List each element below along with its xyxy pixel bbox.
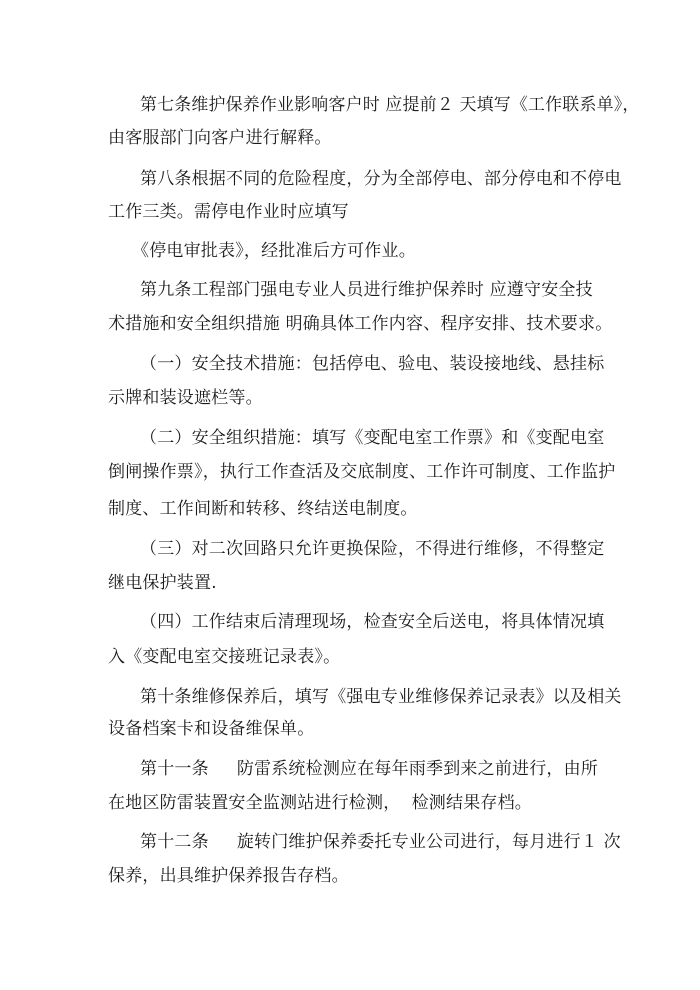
text-line: 保养，出具维护保养报告存档。 (108, 866, 349, 886)
text-line: 第十条维修保养后，填写《强电专业维修保养记录表》以及相关 (140, 687, 622, 707)
text-line: 制度、工作间断和转移、终结送电制度。 (108, 499, 418, 519)
text-line: （四）工作结束后清理现场，检查安全后送电，将具体情况填 (140, 612, 605, 632)
text-line: （二）安全组织措施：填写《变配电室工作票》和《变配电室 (140, 428, 605, 448)
text-line: 术措施和安全组织措施 明确具体工作内容、程序安排、技术要求。 (108, 314, 613, 334)
text-line: 入《变配电室交接班记录表》。 (108, 647, 341, 667)
text-line: （三）对二次回路只允许更换保险，不得进行维修，不得整定 (140, 539, 605, 559)
text-line: 倒闸操作票》，执行工作查活及交底制度、工作许可制度、工作监护 (108, 462, 616, 482)
text-line: 第七条维护保养作业影响客户时 应提前２ 天填写《工作联系单》， (140, 95, 640, 115)
text-line: 第八条根据不同的危险程度，分为全部停电、部分停电和不停电 (140, 169, 622, 189)
text-line: 示牌和装设遮栏等。 (108, 388, 263, 408)
text-line: 第十一条 防雷系统检测应在每年雨季到来之前进行，由所 (140, 759, 599, 779)
text-line: 第十二条 旋转门维护保养委托专业公司进行，每月进行１ 次 (140, 832, 621, 852)
text-line: 工作三类。需停电作业时应填写 (108, 202, 349, 222)
text-line: 由客服部门向客户进行解释。 (108, 128, 332, 148)
text-line: 《停电审批表》，经批准后方可作业。 (132, 241, 416, 261)
text-line: 第九条工程部门强电专业人员进行维护保养时 应遵守安全技 (140, 280, 593, 300)
text-line: 设备档案卡和设备维保单。 (108, 719, 315, 739)
text-line: 在地区防雷装置安全监测站进行检测， 检测结果存档。 (108, 793, 533, 813)
text-line: 继电保护装置. (108, 573, 217, 593)
text-line: （一）安全技术措施：包括停电、验电、装设接地线、悬挂标 (140, 354, 605, 374)
